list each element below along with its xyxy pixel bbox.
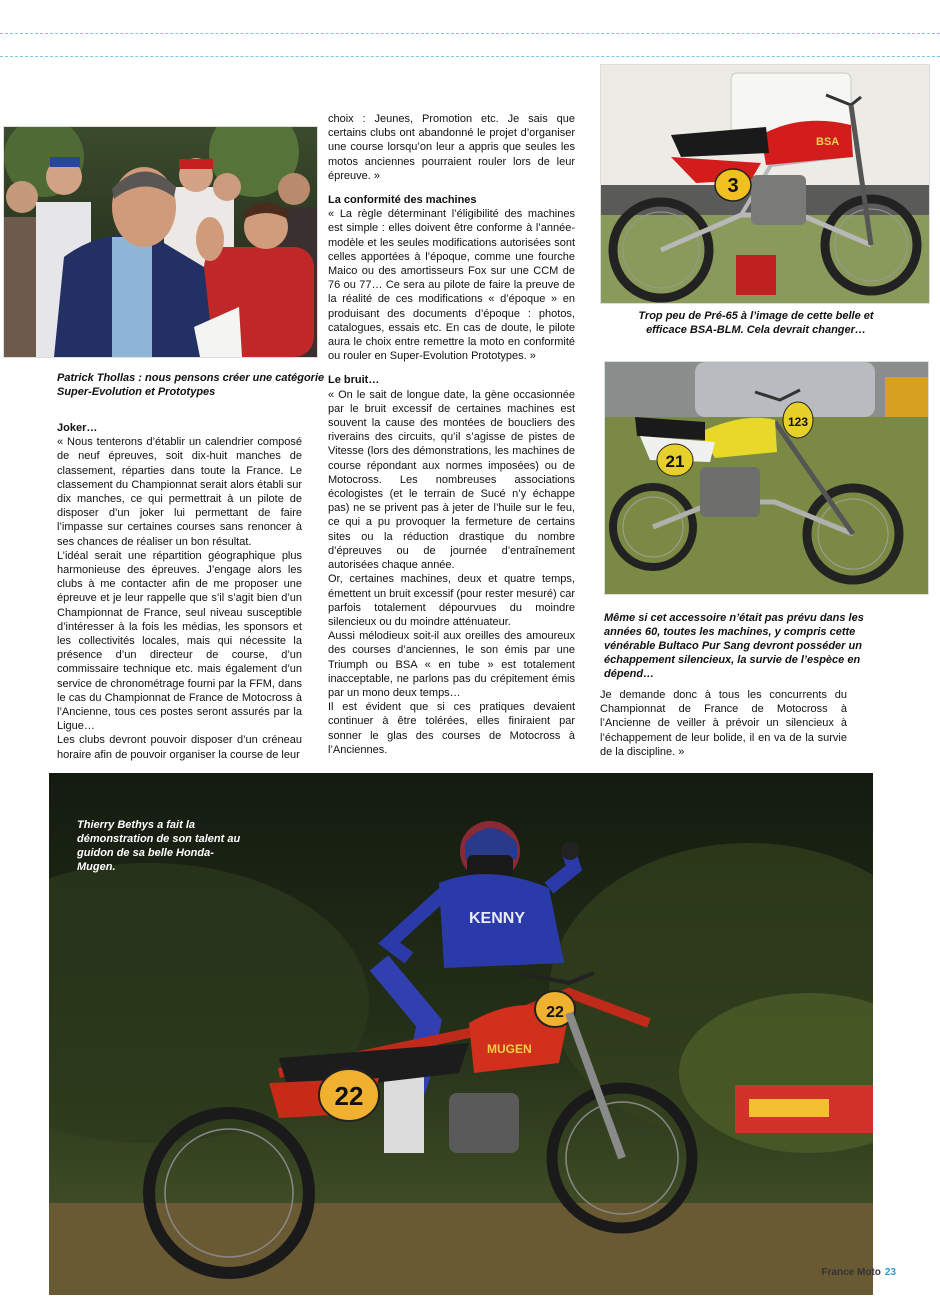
paragraph: « On le sait de longue date, la gène occasionnée par le bruit excessif de certaines machines est souvent la cause des montées de boucliers des riverains des circuits, qu’il s’agisse de pistes de Vitesse (lors des démonstrations, les machines de course répondant aux normes imposées) ou de Motocross. Les nombreuses associations écologistes (et le terrain de Sucé n’y échappe pas) ne se privent pas à jeter de l’huile sur le feu, ce qui a pu provoquer la fermeture de certains sites ou la réduction drastique du nombre d’épreuves ou de journée d’entraînement autorisées chaque année. (328, 388, 575, 572)
bsa-plate-number: 3 (727, 175, 739, 197)
bultaco-plate-number: 21 (665, 452, 685, 471)
honda-front-number: 22 (546, 1004, 564, 1021)
magazine-name: France Moto (821, 1267, 881, 1278)
caption-thierry-bethys: Thierry Bethys a fait la démonstration de son talent au guidon de sa belle Honda-Mugen. (77, 819, 241, 873)
top-rule-secondary (0, 56, 940, 57)
heading-bruit: Le bruit… (328, 374, 380, 387)
bsa-motorcycle-illustration (601, 65, 929, 303)
svg-text:BSA: BSA (816, 136, 840, 148)
bultaco-motorcycle-illustration (605, 362, 928, 594)
caption-bsa: Trop peu de Pré-65 à l’image de cette belle et efficace BSA-BLM. Cela devrait changer… (638, 310, 874, 336)
paragraph: choix : Jeunes, Promotion etc. Je sais que certains clubs ont abandonné le projet d’organiser une course lorsqu’on leur a appris que seules les motos anciennes pourraient rouler lors de leur épreuve. » (328, 113, 575, 182)
paragraph: « La règle déterminant l’éligibilité des machines est simple : elles doivent être conforme à l’année-modèle et les seules modifications autorisées sont celles apportées à l’époque, comme une fourche Maico ou des amortisseurs Fox sur une CCM de 76 ou 77… Ce sera au pilote de faire la preuve de la réalité de ces modifications « d’époque » en produisant des documents d’époque : photos, catalogues, essais etc. En cas de doute, le pilote aura le choix entre remettre la moto en conformité ou rouler en Super-Evolution Prototypes. » (328, 208, 575, 363)
top-rule (0, 33, 940, 34)
paragraph: Or, certaines machines, deux et quatre temps, émettent un bruit excessif (pour rester mesuré) car parfois totalement dépourvues du moindre silencieux ou du moindre atténuateur. (328, 573, 575, 628)
heading-joker: Joker… (57, 422, 98, 434)
paragraph: Aussi mélodieux soit-il aux oreilles des amoureux des courses d’anciennes, le son émis par une Triumph ou BSA « en tube » est totalement inacceptable, ne parlons pas du crépitement émis par un mono deux temps… (328, 630, 575, 699)
photo-bultaco (604, 361, 929, 595)
paragraph: Je demande donc à tous les concurrents du Championnat de France de Motocross à l’Ancienne de veiller à prévoir un silencieux à l’échappement de leur bolide, il en va de la survie de la discipline. » (600, 689, 847, 758)
caption-bultaco: Même si cet accessoire n’était pas prévu dans les années 60, toutes les machines, y compris cette vénérable Bultaco Pur Sang devront posséder un échappement silencieux, la survie de l’espèce en dépend… (604, 612, 864, 680)
crowd-illustration (4, 127, 317, 357)
paragraph: Il est évident que si ces pratiques devaient continuer à être tolérées, elles finiraient par sonner le glas des courses de Motocross à l’Anciennes. (328, 701, 575, 756)
paragraph: Les clubs devront pouvoir disposer d’un créneau horaire afin de pouvoir organiser la course de leur (57, 734, 302, 761)
bultaco-front-number: 123 (787, 415, 809, 429)
photo-patrick-thollas (3, 126, 318, 358)
column-middle (328, 112, 575, 757)
column-left (57, 415, 302, 762)
heading-conformite: La conformité des machines (328, 194, 477, 207)
photo-thierry-bethys (49, 773, 873, 1295)
page-footer (821, 1267, 896, 1278)
honda-plate-number: 22 (334, 1081, 364, 1111)
caption-patrick-thollas: Patrick Thollas : nous pensons créer une catégorie Super-Evolution et Prototypes (57, 372, 325, 398)
rider-jersey-text: KENNY (469, 910, 526, 927)
column-right (600, 688, 847, 759)
paragraph: « Nous tenterons d’établir un calendrier composé de neuf épreuves, soit dix-huit manches de classement, réparties dans toute la France. Le classement du Championnat serait alors établi sur dix manches, ce qui permettrait à un pilote de disposer d’un joker lui permettant de faire l’impasse sur certaines courses sans renoncer à ses chances de réaliser un bon résultat. (57, 436, 302, 548)
page-number: 23 (884, 1267, 896, 1278)
paragraph: L’idéal serait une répartition géographique plus harmonieuse des épreuves. J’engage alors les clubs à me contacter afin de me proposer une épreuve et je leur rappelle que s’il s’agit bien d’un Championnat de France, seul niveau susceptible d’intéresser à la fois les médias, les sponsors et les collectivités locales, mais qui nécessite la présence d’un directeur de course, d’un commissaire technique etc. mais également d’un service de chronométrage fourni par la FFM, dans le cas du Championnat de France de Motocross à l’Ancienne, tous ces postes seront assurés par la Ligue… (57, 549, 302, 733)
honda-tank-text: MUGEN (487, 1042, 532, 1056)
photo-bsa-blm (600, 64, 930, 304)
